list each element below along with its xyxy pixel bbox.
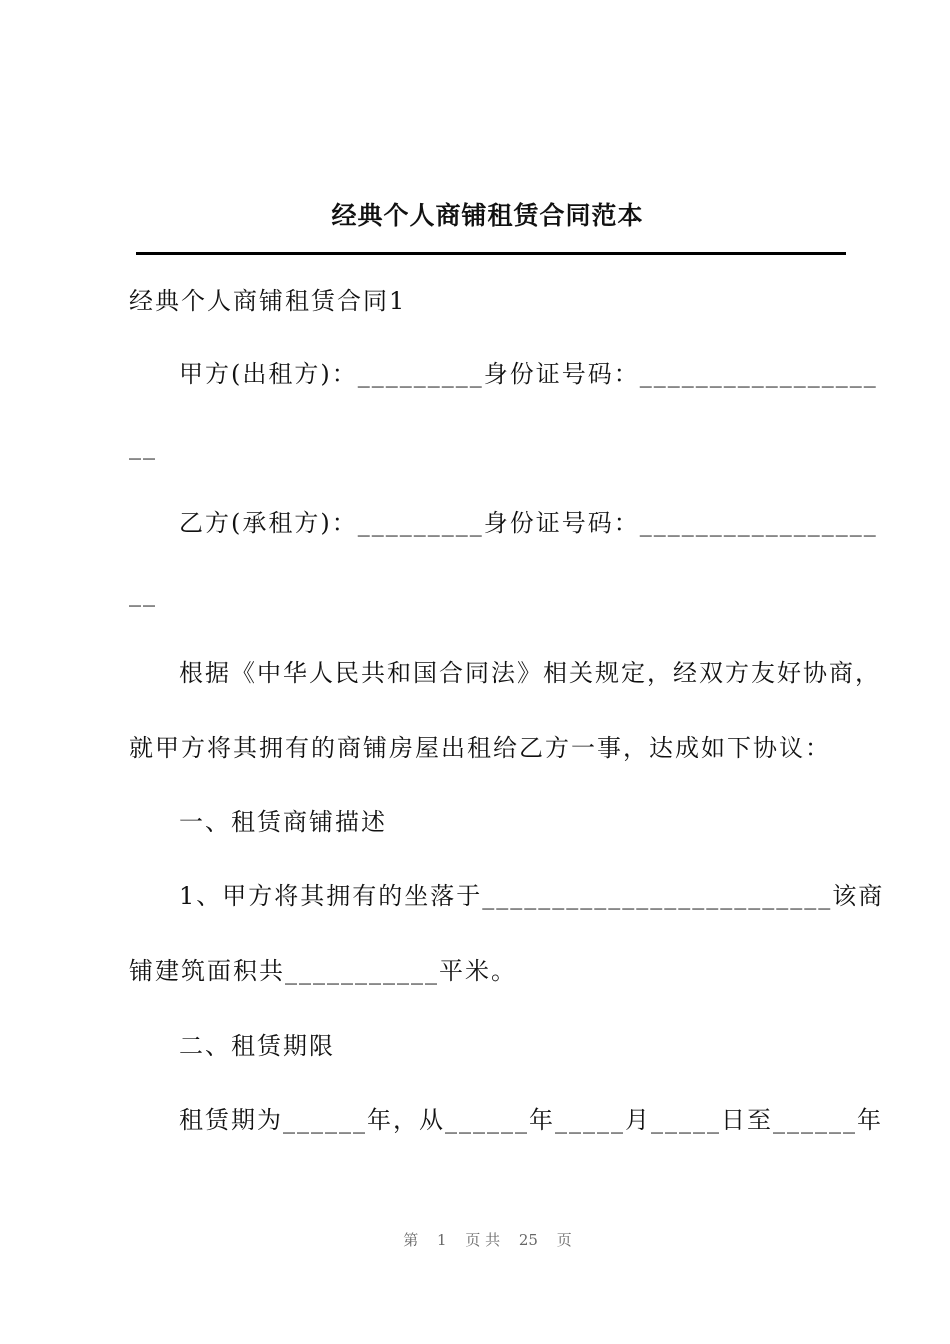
clause-1-line-1: 1、甲方将其拥有的坐落于_________________________该商 bbox=[179, 882, 885, 910]
page-footer bbox=[0, 1229, 950, 1250]
title-divider bbox=[136, 252, 846, 255]
party-a-line: 甲方(出租方)：_________身份证号码：_________________ bbox=[179, 360, 878, 388]
document-title: 经典个人商铺租赁合同范本 bbox=[331, 201, 644, 230]
section-heading-2: 二、租赁期限 bbox=[179, 1032, 335, 1060]
preamble-line-1: 根据《中华人民共和国合同法》相关规定，经双方友好协商， bbox=[179, 659, 881, 687]
section-heading-1: 一、租赁商铺描述 bbox=[179, 808, 387, 836]
preamble-line-2: 就甲方将其拥有的商铺房屋出租给乙方一事，达成如下协议： bbox=[129, 734, 831, 762]
footer-total-pages: 25 bbox=[518, 1231, 538, 1249]
party-b-line: 乙方(承租方)：_________身份证号码：_________________ bbox=[179, 509, 878, 537]
footer-prefix: 第 bbox=[403, 1231, 419, 1249]
party-a-line-continued: __ bbox=[129, 432, 157, 460]
footer-suffix: 页 bbox=[556, 1231, 572, 1249]
contract-heading: 经典个人商铺租赁合同1 bbox=[129, 287, 407, 315]
lease-term-line: 租赁期为______年，从______年_____月_____日至______年 bbox=[179, 1106, 883, 1134]
clause-1-line-2: 铺建筑面积共___________平米。 bbox=[129, 957, 517, 985]
party-b-line-continued: __ bbox=[129, 579, 157, 607]
footer-page-number: 1 bbox=[437, 1231, 447, 1249]
footer-mid: 页 共 bbox=[465, 1231, 501, 1249]
